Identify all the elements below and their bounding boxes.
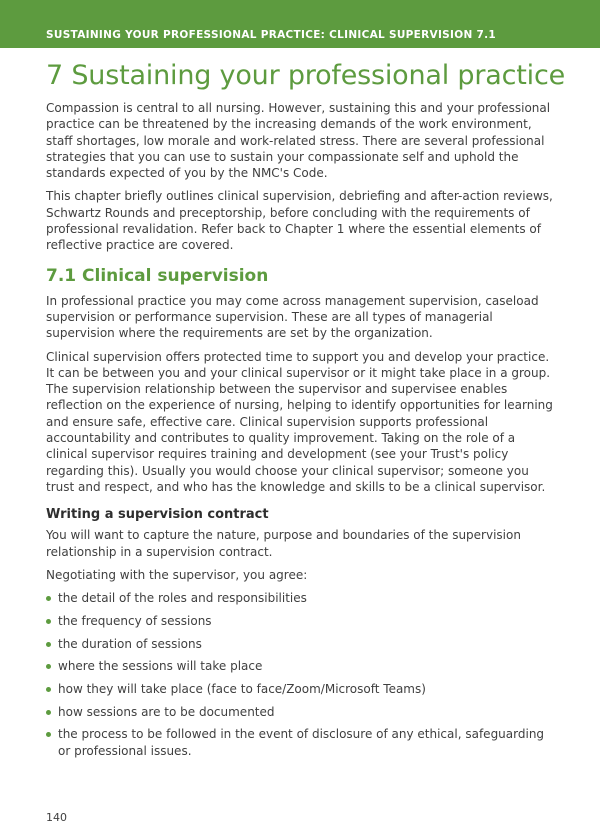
subsection-paragraph: Negotiating with the supervisor, you agree: — [46, 567, 308, 582]
subsection-heading: Writing a supervision contract — [46, 507, 269, 523]
bullet-item — [46, 658, 558, 674]
bullet-text: how they will take place (face to face/Zoom/Microsoft Teams) — [58, 681, 426, 696]
bullet-item — [46, 636, 558, 652]
subsection-paragraph: You will want to capture the nature, purpose and boundaries of the supervision relationship in a supervision contract. — [46, 528, 521, 559]
section-paragraph: Clinical supervision offers protected time to support you and develop your practice. It can be between you and your clinical supervisor or it might take place in a group. The supervision relationship between the supervisor and supervisee enables reflection on the experience of nursing, helping to identify opportunities for learning and ensure safe, effective care. Clinical supervision supports professional accountability and contributes to quality improvement. Taking on the role of a clinical supervisor requires training and development (see your Trust's policy regarding this). Usually you would choose your clinical supervisor; someone you trust and respect, and who has the knowledge and skills to be a clinical supervisor. — [46, 349, 553, 494]
bullet-dot-icon — [46, 710, 51, 715]
bullet-text: the duration of sessions — [58, 636, 202, 651]
section-paragraph: In professional practice you may come across management supervision, caseload supervision or performance supervision. These are all types of managerial supervision where the requirements are set by the organization. — [46, 293, 539, 341]
running-header-bar — [0, 0, 600, 48]
bullet-dot-icon — [46, 664, 51, 669]
section-heading: 7.1 Clinical supervision — [46, 265, 269, 286]
bullet-dot-icon — [46, 619, 51, 624]
bullet-text: where the sessions will take place — [58, 659, 263, 674]
bullet-text: the detail of the roles and responsibilities — [58, 591, 307, 606]
bullet-item — [46, 726, 558, 759]
bullet-dot-icon — [46, 687, 51, 692]
bullet-item — [46, 704, 558, 720]
chapter-intro-paragraph: Compassion is central to all nursing. However, sustaining this and your professional practice can be threatened by the increasing demands of the work environment, staff shortages, low morale and work-related stress. There are several professional strategies that you can use to sustain your compassionate self and uphold the standards expected of you by the NMC's Code. — [46, 101, 551, 181]
page-content — [46, 60, 566, 765]
bullet-text: the process to be followed in the event of disclosure of any ethical, safeguarding or professional issues. — [58, 727, 545, 758]
chapter-title: 7 Sustaining your professional practice — [46, 60, 566, 91]
bullet-text: how sessions are to be documented — [58, 704, 275, 719]
bullet-text: the frequency of sessions — [58, 613, 212, 628]
bullet-item — [46, 613, 558, 629]
bullet-dot-icon — [46, 642, 51, 647]
page-number: 140 — [46, 811, 67, 824]
bullet-item — [46, 590, 558, 606]
chapter-outline-paragraph: This chapter briefly outlines clinical supervision, debriefing and after-action reviews, Schwartz Rounds and preceptorship, before concluding with the requirements of professional revalidation. Refer back to Chapter 1 where the essential elements of reflective practice are covered. — [46, 189, 553, 253]
agreement-bullet-list — [46, 590, 558, 759]
running-header-title: SUSTAINING YOUR PROFESSIONAL PRACTICE: CLINICAL SUPERVISION 7.1 — [46, 29, 497, 41]
bullet-dot-icon — [46, 732, 51, 737]
bullet-dot-icon — [46, 596, 51, 601]
bullet-item — [46, 681, 558, 697]
